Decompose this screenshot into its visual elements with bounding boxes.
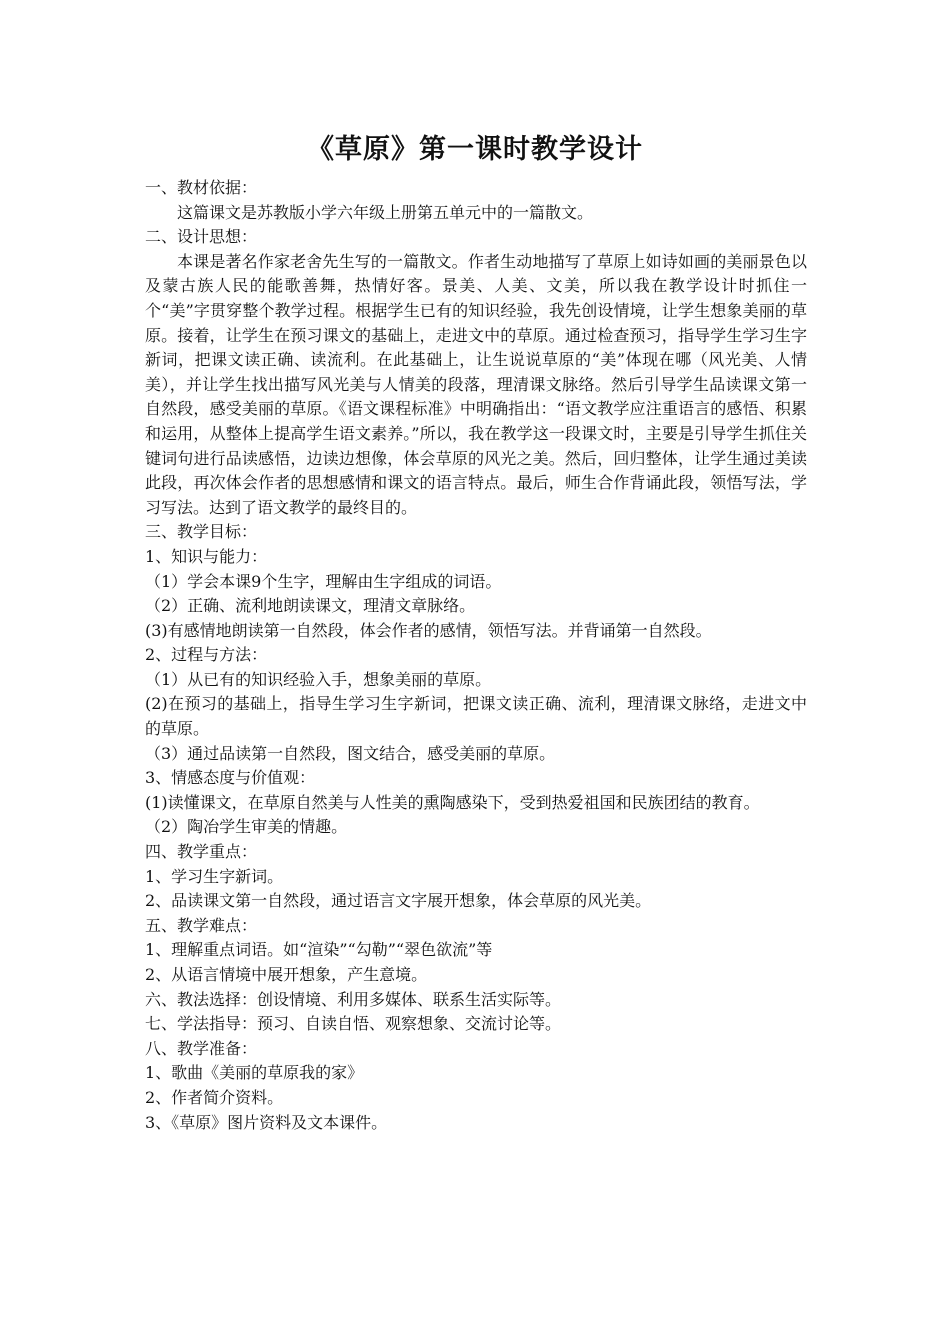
goal-item: （2）正确、流利地朗读课文，理清文章脉络。 [145,596,476,616]
preparation-item: 2、作者简介资料。 [145,1087,284,1107]
difficulty-item: 1、理解重点词语。如“渲染”“勾勒”“翠色欲流”等 [145,940,493,960]
document-body [145,176,807,1135]
goal-item: （3）通过品读第一自然段，图文结合，感受美丽的草原。 [145,743,556,763]
key-point-item: 2、品读课文第一自然段，通过语言文字展开想象，体会草原的风光美。 [145,891,652,911]
design-paragraph: 本课是著名作家老舍先生写的一篇散文。作者生动地描写了草原上如诗如画的美丽景色以及蒙古族人民的能歌善舞，热情好客。景美、人美、文美，所以我在教学设计时抓住一个“美”字贯穿整个教学过程。根据学生已有的知识经验，我先创设情境，让学生想象美丽的草原。接着，让学生在预习课文的基础上，走进文中的草原。通过检查预习，指导学生学习生字新词，把课文读正确、读流利。在此基础上，让生说说草原的“美”体现在哪（风光美、人情美），并让学生找出描写风光美与人情美的段落，理清课文脉络。然后引导学生品读课文第一自然段，感受美丽的草原。《语文课程标准》中明确指出：“语文教学应注重语言的感悟、积累和运用，从整体上提高学生语文素养。”所以，我在教学这一段课文时，主要是引导学生抓住关键词句进行品读感悟，边读边想像，体会草原的风光之美。然后，回归整体，让学生通过美读此段，再次体会作者的思想感情和课文的语言特点。最后，师生合作背诵此段，领悟写法，学习写法。达到了语文教学的最终目的。 [145,251,807,517]
goal-item: (2)在预习的基础上，指导生学习生字新词，把课文读正确、流利，理清课文脉络，走进文中的草原。 [145,694,807,739]
section-learning-guidance: 七、学法指导：预习、自读自悟、观察想象、交流讨论等。 [145,1014,562,1034]
goal-item: (3)有感情地朗读第一自然段，体会作者的感情，领悟写法。并背诵第一自然段。 [145,620,712,640]
goal-item: （1）学会本课9个生字，理解由生字组成的词语。 [145,571,502,591]
document-title: 《草原》第一课时教学设计 [307,134,643,165]
section-heading-basis: 一、教材依据： [145,178,258,197]
section-heading-key-points: 四、教学重点： [145,842,258,862]
preparation-item: 1、歌曲《美丽的草原我的家》 [145,1063,364,1083]
difficulty-item: 2、从语言情境中展开想象，产生意境。 [145,965,428,984]
section-heading-difficulties: 五、教学难点： [145,915,258,935]
section-heading-preparation: 八、教学准备： [145,1038,258,1058]
preparation-item: 3、《草原》图片资料及文本课件。 [145,1112,388,1132]
section-teaching-methods: 六、教法选择：创设情境、利用多媒体、联系生活实际等。 [145,989,562,1009]
goal-item: (1)读懂课文，在草原自然美与人性美的熏陶感染下，受到热爱祖国和民族团结的教育。 [145,792,760,812]
goal-item: （1）从已有的知识经验入手，想象美丽的草原。 [145,669,492,689]
key-point-item: 1、学习生字新词。 [145,866,284,886]
basis-text: 这篇课文是苏教版小学六年级上册第五单元中的一篇散文。 [177,202,594,222]
goal-item: （2）陶冶学生审美的情趣。 [145,817,348,837]
section-heading-design: 二、设计思想： [145,227,258,247]
goal-heading-emotion: 3、情感态度与价值观： [145,768,316,788]
section-heading-goals: 三、教学目标： [145,522,258,542]
goal-heading-knowledge: 1、知识与能力： [145,546,268,566]
goal-heading-process: 2、过程与方法： [145,645,268,665]
